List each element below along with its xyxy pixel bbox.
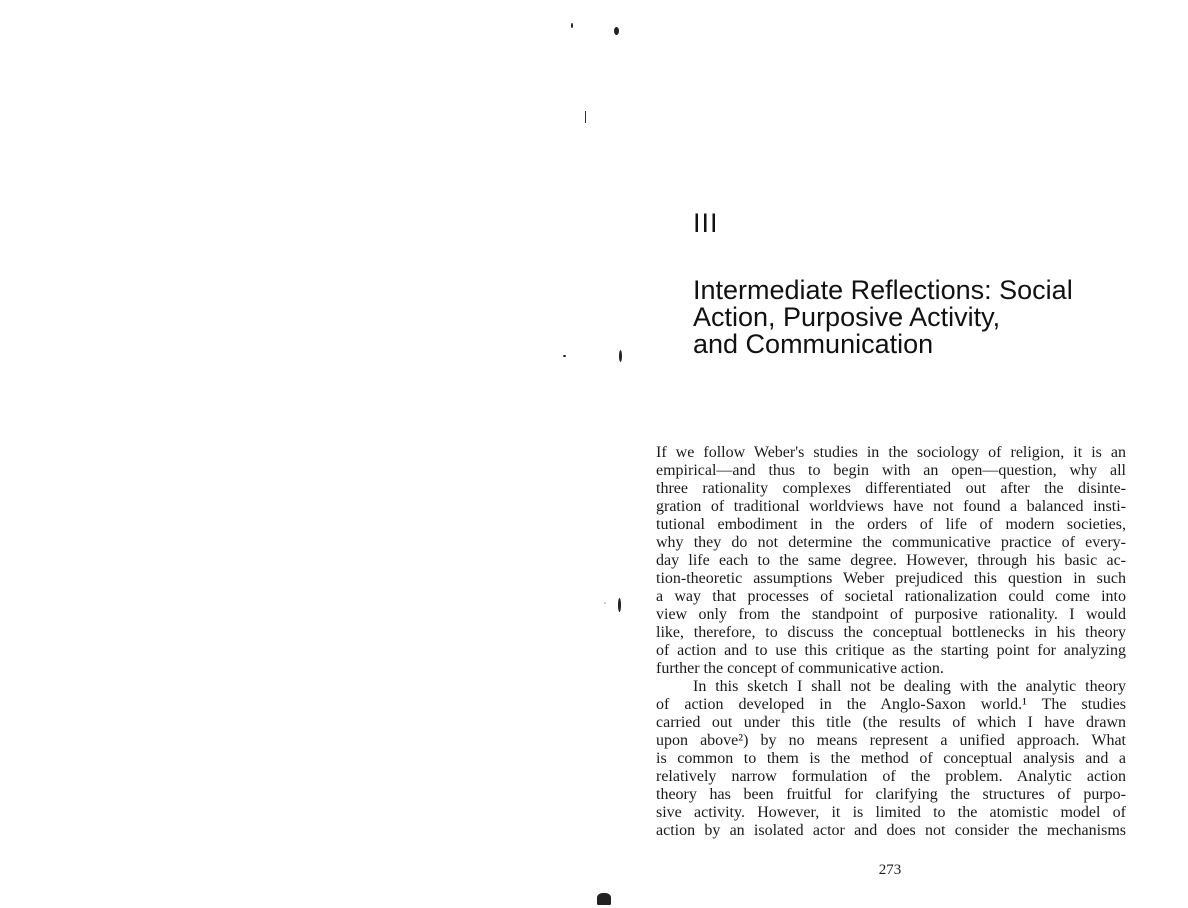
text-line: upon above²) by no means represent a unified approach. What [656, 732, 1126, 749]
scan-mark [585, 111, 586, 123]
text-line: In this sketch I shall not be dealing with the analytic theory [693, 678, 1126, 695]
text-line: carried out under this title (the results of which I have drawn [656, 714, 1126, 731]
text-line: If we follow Weber's studies in the sociology of religion, it is an [656, 444, 1126, 461]
text-line: gration of traditional worldviews have not found a balanced insti- [656, 498, 1126, 515]
chapter-title [693, 277, 1153, 358]
scan-speck [597, 893, 611, 905]
chapter-title-line: and Communication [693, 329, 934, 359]
paragraph [656, 678, 1126, 840]
text-line: tutional embodiment in the orders of life of modern societies, [656, 516, 1126, 533]
part-number: III [693, 208, 719, 238]
chapter-title-line: Action, Purposive Activity, [693, 302, 1001, 332]
text-line: sive activity. However, it is limited to the atomistic model of [656, 804, 1126, 821]
text-line: of action and to use this critique as the starting point for analyzing [656, 642, 1126, 659]
text-line: day life each to the same degree. However, through his basic ac- [656, 552, 1126, 569]
paragraph [656, 444, 1126, 678]
text-line: why they do not determine the communicative practice of every- [656, 534, 1126, 551]
scan-speck [604, 602, 606, 604]
text-line: a way that processes of societal rationalization could come into [656, 588, 1126, 605]
text-line: three rationality complexes differentiated out after the disinte- [656, 480, 1126, 497]
scan-speck [563, 355, 566, 357]
text-line: further the concept of communicative action. [656, 660, 944, 677]
body-text [656, 444, 1126, 840]
text-line: empirical—and thus to begin with an open—question, why all [656, 462, 1126, 479]
page-number: 273 [878, 862, 902, 878]
text-line: of action developed in the Anglo-Saxon world.¹ The studies [656, 696, 1126, 713]
scan-speck [571, 23, 573, 28]
text-line: view only from the standpoint of purposive rationality. I would [656, 606, 1126, 623]
text-line: action by an isolated actor and does not consider the mechanisms [656, 822, 1126, 839]
text-line: tion-theoretic assumptions Weber prejudiced this question in such [656, 570, 1126, 587]
scan-speck [619, 350, 622, 362]
text-line: like, therefore, to discuss the conceptual bottlenecks in his theory [656, 624, 1126, 641]
chapter-title-line: Intermediate Reflections: Social [693, 275, 1073, 305]
text-line: theory has been fruitful for clarifying the structures of purpo- [656, 786, 1126, 803]
text-line: relatively narrow formulation of the problem. Analytic action [656, 768, 1126, 785]
scan-speck [618, 598, 621, 612]
scan-speck [614, 27, 619, 35]
text-line: is common to them is the method of conceptual analysis and a [656, 750, 1126, 767]
